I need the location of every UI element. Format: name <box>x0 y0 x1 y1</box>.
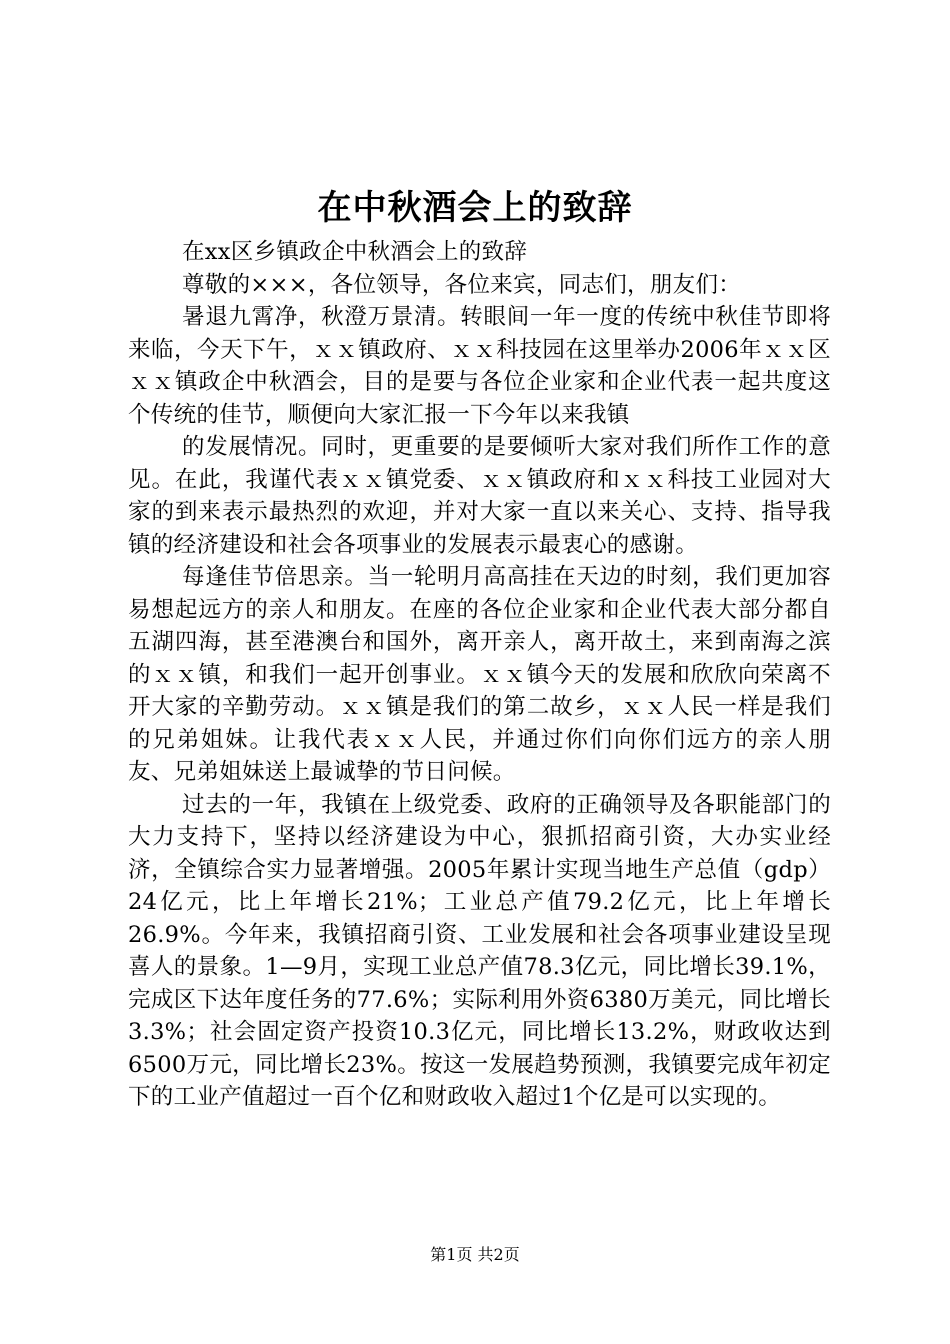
paragraph-subtitle: 在xx区乡镇政企中秋酒会上的致辞 <box>182 239 528 265</box>
document-title: 在中秋酒会上的致辞 <box>317 188 633 228</box>
paragraph-salutation: 尊敬的×××，各位领导，各位来宾，同志们，朋友们： <box>182 271 742 298</box>
paragraph-4: 过去的一年，我镇在上级党委、政府的正确领导及各职能部门的大力支持下，坚持以经济建设为中心，狠抓招商引资，大办实业经济，全镇综合实力显著增强。2005年累计实现当地生产总值（gdp）24亿元，比上年增长21%；工业总产值79.2亿元，比上年增长26.9%。今年来，我镇招商引资、工业发展和社会各项事业建设呈现喜人的景象。1—9月，实现工业总产值78.3亿元，同比增长39.1%，完成区下达年度任务的77.6%；实际利用外资6380万美元，同比增长3.3%；社会固定资产投资10.3亿元，同比增长13.2%，财政收达到6500万元，同比增长23%。按这一发展趋势预测，我镇要完成年初定下的工业产值超过一百个亿和财政收入超过1个亿是可以实现的。 <box>128 791 831 1110</box>
page-number-footer: 第1页 共2页 <box>430 1245 520 1264</box>
paragraph-2: 的发展情况。同时，更重要的是要倾听大家对我们所作工作的意见。在此，我谨代表ｘｘ镇党委、ｘｘ镇政府和ｘｘ科技工业园对大家的到来表示最热烈的欢迎，并对大家一直以来关心、支持、指导我镇的经济建设和社会各项事业的发展表示最衷心的感谢。 <box>128 434 831 558</box>
paragraph-3: 每逢佳节倍思亲。当一轮明月高高挂在天边的时刻，我们更加容易想起远方的亲人和朋友。在座的各位企业家和企业代表大部分都自五湖四海，甚至港澳台和国外，离开亲人，离开故土，来到南海之滨的ｘｘ镇，和我们一起开创事业。ｘｘ镇今天的发展和欣欣向荣离不开大家的辛勤劳动。ｘｘ镇是我们的第二故乡，ｘｘ人民一样是我们的兄弟姐妹。让我代表ｘｘ人民，并通过你们向你们远方的亲人朋友、兄弟姐妹送上最诚挚的节日问候。 <box>128 564 831 785</box>
paragraph-1: 暑退九霄净，秋澄万景清。转眼间一年一度的传统中秋佳节即将来临，今天下午，ｘｘ镇政府、ｘｘ科技园在这里举办2006年ｘｘ区ｘｘ镇政企中秋酒会，目的是要与各位企业家和企业代表一起共度这个传统的佳节，顺便向大家汇报一下今年以来我镇 <box>128 304 831 428</box>
document-body <box>128 236 831 1114</box>
